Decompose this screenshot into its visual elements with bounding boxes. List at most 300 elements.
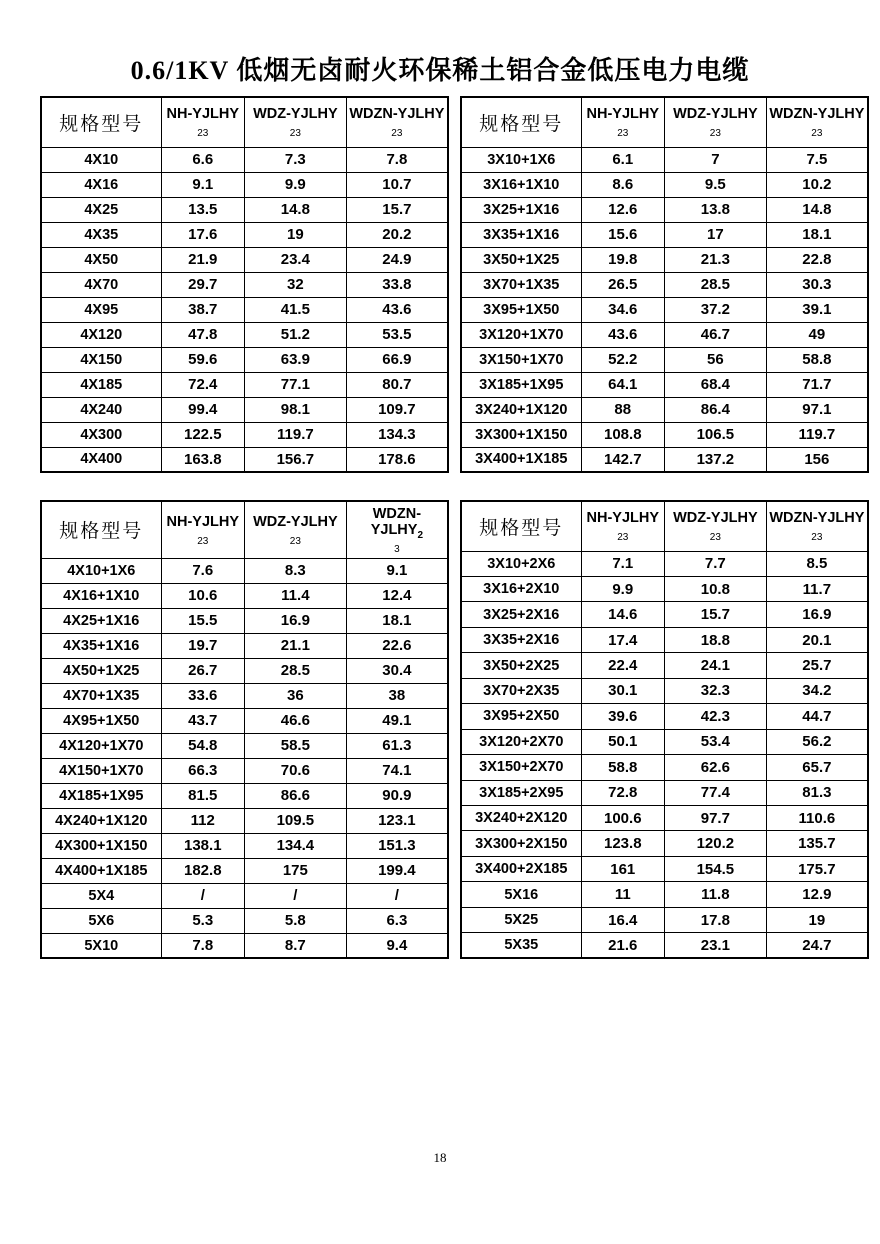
- value-cell: /: [161, 883, 244, 908]
- spec-cell: 3X185+1X95: [461, 372, 581, 397]
- value-cell: 81.3: [766, 780, 868, 805]
- value-cell: 9.1: [161, 172, 244, 197]
- spec-cell: 4X240+1X120: [41, 808, 161, 833]
- value-cell: 119.7: [244, 422, 346, 447]
- spec-cell: 4X95+1X50: [41, 708, 161, 733]
- column-header-wdzn: [766, 501, 868, 551]
- spec-cell: 4X150+1X70: [41, 758, 161, 783]
- value-cell: 15.7: [346, 197, 448, 222]
- bottom-tables-row: [40, 500, 869, 959]
- value-cell: 22.6: [346, 633, 448, 658]
- table-row: [41, 708, 448, 733]
- value-cell: 77.1: [244, 372, 346, 397]
- value-cell: 15.7: [664, 602, 766, 627]
- value-cell: 123.8: [581, 831, 664, 856]
- header-row: [461, 501, 868, 551]
- value-cell: 17.6: [161, 222, 244, 247]
- value-cell: 11.7: [766, 576, 868, 601]
- model-subscript: 3: [394, 543, 400, 555]
- value-cell: 19: [766, 907, 868, 932]
- value-cell: 10.2: [766, 172, 868, 197]
- value-cell: 11: [581, 882, 664, 907]
- value-cell: 6.3: [346, 908, 448, 933]
- value-cell: 22.8: [766, 247, 868, 272]
- table-row: [461, 907, 868, 932]
- value-cell: 98.1: [244, 397, 346, 422]
- value-cell: 53.5: [346, 322, 448, 347]
- value-cell: 26.5: [581, 272, 664, 297]
- value-cell: 34.6: [581, 297, 664, 322]
- spec-cell: 3X300+1X150: [461, 422, 581, 447]
- value-cell: 17.8: [664, 907, 766, 932]
- value-cell: 16.9: [766, 602, 868, 627]
- value-cell: 134.4: [244, 833, 346, 858]
- spec-cell: 5X10: [41, 933, 161, 958]
- table-row: [461, 602, 868, 627]
- value-cell: 6.1: [581, 147, 664, 172]
- value-cell: 10.8: [664, 576, 766, 601]
- value-cell: 12.6: [581, 197, 664, 222]
- model-subscript: 23: [811, 128, 823, 140]
- value-cell: 7.8: [346, 147, 448, 172]
- value-cell: 46.6: [244, 708, 346, 733]
- value-cell: 24.7: [766, 933, 868, 959]
- value-cell: 120.2: [664, 831, 766, 856]
- table-row: [461, 322, 868, 347]
- table-row: [41, 608, 448, 633]
- spec-cell: 3X400+1X185: [461, 447, 581, 472]
- value-cell: 137.2: [664, 447, 766, 472]
- top-tables-row: [40, 96, 869, 473]
- spec-cell: 4X70: [41, 272, 161, 297]
- value-cell: 15.6: [581, 222, 664, 247]
- model-subscript: 23: [811, 532, 823, 544]
- spec-cell: 4X120+1X70: [41, 733, 161, 758]
- spec-cell: 3X50+2X25: [461, 653, 581, 678]
- value-cell: 62.6: [664, 755, 766, 780]
- table-row: [461, 272, 868, 297]
- value-cell: 86.4: [664, 397, 766, 422]
- value-cell: 109.5: [244, 808, 346, 833]
- table-row: [41, 297, 448, 322]
- value-cell: 49.1: [346, 708, 448, 733]
- value-cell: 30.1: [581, 678, 664, 703]
- table-row: [461, 755, 868, 780]
- model-name: NH-YJLHY: [586, 510, 660, 527]
- spec-cell: 4X300: [41, 422, 161, 447]
- spec-cell: 3X16+1X10: [461, 172, 581, 197]
- value-cell: 30.4: [346, 658, 448, 683]
- spec-cell: 4X35+1X16: [41, 633, 161, 658]
- value-cell: 20.2: [346, 222, 448, 247]
- value-cell: 53.4: [664, 729, 766, 754]
- value-cell: 110.6: [766, 806, 868, 831]
- value-cell: 17.4: [581, 627, 664, 652]
- spec-cell: 4X50: [41, 247, 161, 272]
- value-cell: 74.1: [346, 758, 448, 783]
- value-cell: 16.4: [581, 907, 664, 932]
- value-cell: 97.1: [766, 397, 868, 422]
- table-row: [41, 347, 448, 372]
- table-row: [461, 147, 868, 172]
- spec-cell: 4X400: [41, 447, 161, 472]
- table-row: [41, 858, 448, 883]
- value-cell: 42.3: [664, 704, 766, 729]
- table-row: [41, 933, 448, 958]
- model-name: WDZ-YJLHY: [253, 513, 338, 530]
- value-cell: 10.6: [161, 583, 244, 608]
- value-cell: 18.1: [346, 608, 448, 633]
- value-cell: 28.5: [664, 272, 766, 297]
- value-cell: 41.5: [244, 297, 346, 322]
- value-cell: 71.7: [766, 372, 868, 397]
- value-cell: 86.6: [244, 783, 346, 808]
- spec-cell: 4X50+1X25: [41, 658, 161, 683]
- value-cell: 22.4: [581, 653, 664, 678]
- table-row: [41, 558, 448, 583]
- value-cell: 37.2: [664, 297, 766, 322]
- value-cell: 99.4: [161, 397, 244, 422]
- value-cell: 182.8: [161, 858, 244, 883]
- spec-cell: 4X10: [41, 147, 161, 172]
- value-cell: 134.3: [346, 422, 448, 447]
- value-cell: 9.1: [346, 558, 448, 583]
- spec-cell: 3X400+2X185: [461, 856, 581, 881]
- value-cell: 175.7: [766, 856, 868, 881]
- model-subscript: 23: [197, 535, 209, 547]
- value-cell: 14.8: [766, 197, 868, 222]
- spec-cell: 4X70+1X35: [41, 683, 161, 708]
- table-3plus2core: [460, 500, 869, 959]
- value-cell: 7.7: [664, 551, 766, 576]
- spec-cell: 4X10+1X6: [41, 558, 161, 583]
- model-subscript: 23: [709, 128, 721, 140]
- model-name: NH-YJLHY: [586, 106, 660, 123]
- value-cell: 7.5: [766, 147, 868, 172]
- spec-cell: 4X240: [41, 397, 161, 422]
- value-cell: 24.9: [346, 247, 448, 272]
- model-subscript: 23: [709, 532, 721, 544]
- table-row: [41, 833, 448, 858]
- value-cell: 11.4: [244, 583, 346, 608]
- spec-cell: 3X10+1X6: [461, 147, 581, 172]
- table-row: [461, 197, 868, 222]
- model-name: NH-YJLHY: [166, 106, 240, 123]
- spec-cell: 3X120+1X70: [461, 322, 581, 347]
- value-cell: 108.8: [581, 422, 664, 447]
- value-cell: 38.7: [161, 297, 244, 322]
- column-header-wdzn: [346, 97, 448, 147]
- table-row: [461, 397, 868, 422]
- table-row: [41, 147, 448, 172]
- value-cell: 13.8: [664, 197, 766, 222]
- value-cell: 199.4: [346, 858, 448, 883]
- value-cell: 16.9: [244, 608, 346, 633]
- model-name: WDZN-YJLHY: [769, 510, 865, 527]
- spec-cell: 3X50+1X25: [461, 247, 581, 272]
- value-cell: 46.7: [664, 322, 766, 347]
- value-cell: 7.3: [244, 147, 346, 172]
- spec-cell: 3X95+2X50: [461, 704, 581, 729]
- spec-cell: 4X120: [41, 322, 161, 347]
- value-cell: 56: [664, 347, 766, 372]
- value-cell: 51.2: [244, 322, 346, 347]
- value-cell: 59.6: [161, 347, 244, 372]
- spec-cell: 3X35+1X16: [461, 222, 581, 247]
- value-cell: 43.6: [581, 322, 664, 347]
- value-cell: 65.7: [766, 755, 868, 780]
- spec-cell: 3X70+2X35: [461, 678, 581, 703]
- spec-cell: 3X70+1X35: [461, 272, 581, 297]
- table-row: [461, 831, 868, 856]
- value-cell: 21.9: [161, 247, 244, 272]
- value-cell: 49: [766, 322, 868, 347]
- page-title: 0.6/1KV 低烟无卤耐火环保稀土铝合金低压电力电缆: [130, 56, 750, 85]
- value-cell: 26.7: [161, 658, 244, 683]
- value-cell: 17: [664, 222, 766, 247]
- column-header-nh: [581, 97, 664, 147]
- table-row: [461, 856, 868, 881]
- value-cell: 18.1: [766, 222, 868, 247]
- table-row: [461, 729, 868, 754]
- value-cell: 9.9: [244, 172, 346, 197]
- table-row: [41, 397, 448, 422]
- table-row: [41, 908, 448, 933]
- column-header-nh: [161, 501, 244, 558]
- value-cell: 61.3: [346, 733, 448, 758]
- table-row: [41, 583, 448, 608]
- column-header-wdz: [664, 501, 766, 551]
- table-row: [461, 347, 868, 372]
- column-header-wdzn: [766, 97, 868, 147]
- value-cell: 135.7: [766, 831, 868, 856]
- spec-cell: 3X25+2X16: [461, 602, 581, 627]
- model-subscript: 23: [391, 128, 403, 140]
- spec-cell: 4X35: [41, 222, 161, 247]
- value-cell: 80.7: [346, 372, 448, 397]
- spec-cell: 3X240+1X120: [461, 397, 581, 422]
- value-cell: 7: [664, 147, 766, 172]
- value-cell: 58.5: [244, 733, 346, 758]
- model-name: WDZ-YJLHY: [253, 106, 338, 123]
- value-cell: 161: [581, 856, 664, 881]
- value-cell: 13.5: [161, 197, 244, 222]
- model-subscript: 23: [289, 128, 301, 140]
- spec-cell: 4X300+1X150: [41, 833, 161, 858]
- spec-cell: 4X185+1X95: [41, 783, 161, 808]
- column-header-wdz: [244, 97, 346, 147]
- spec-cell: 5X35: [461, 933, 581, 959]
- value-cell: 5.3: [161, 908, 244, 933]
- value-cell: 72.8: [581, 780, 664, 805]
- value-cell: 178.6: [346, 447, 448, 472]
- value-cell: 7.6: [161, 558, 244, 583]
- table-row: [461, 933, 868, 959]
- table-row: [461, 678, 868, 703]
- value-cell: 25.7: [766, 653, 868, 678]
- table-4plus1core: [40, 500, 449, 959]
- table-row: [41, 222, 448, 247]
- value-cell: 44.7: [766, 704, 868, 729]
- model-name: WDZN-YJLHY: [349, 106, 445, 123]
- table-row: [41, 372, 448, 397]
- value-cell: 77.4: [664, 780, 766, 805]
- spec-column-header: 规格型号: [41, 501, 161, 558]
- value-cell: 54.8: [161, 733, 244, 758]
- value-cell: 119.7: [766, 422, 868, 447]
- table-row: [461, 653, 868, 678]
- table-row: [41, 322, 448, 347]
- value-cell: 38: [346, 683, 448, 708]
- spec-cell: 5X16: [461, 882, 581, 907]
- table-row: [461, 247, 868, 272]
- value-cell: 156: [766, 447, 868, 472]
- value-cell: 70.6: [244, 758, 346, 783]
- spec-cell: 4X95: [41, 297, 161, 322]
- model-name: WDZ-YJLHY: [673, 510, 758, 527]
- value-cell: 36: [244, 683, 346, 708]
- header-row: [41, 97, 448, 147]
- value-cell: 23.4: [244, 247, 346, 272]
- spec-cell: 3X150+1X70: [461, 347, 581, 372]
- value-cell: 7.1: [581, 551, 664, 576]
- table-row: [41, 733, 448, 758]
- table-row: [41, 808, 448, 833]
- value-cell: 122.5: [161, 422, 244, 447]
- spec-cell: 4X16: [41, 172, 161, 197]
- model-subscript: 23: [197, 128, 209, 140]
- model-subscript: 23: [617, 128, 629, 140]
- value-cell: 39.1: [766, 297, 868, 322]
- value-cell: 109.7: [346, 397, 448, 422]
- value-cell: 156.7: [244, 447, 346, 472]
- table-row: [461, 372, 868, 397]
- value-cell: /: [244, 883, 346, 908]
- column-header-wdzn: [346, 501, 448, 558]
- value-cell: 12.4: [346, 583, 448, 608]
- value-cell: 32.3: [664, 678, 766, 703]
- value-cell: 64.1: [581, 372, 664, 397]
- spec-cell: 3X300+2X150: [461, 831, 581, 856]
- value-cell: 43.6: [346, 297, 448, 322]
- table-row: [461, 780, 868, 805]
- value-cell: 47.8: [161, 322, 244, 347]
- table-row: [461, 806, 868, 831]
- column-header-nh: [161, 97, 244, 147]
- spec-cell: 5X6: [41, 908, 161, 933]
- spec-cell: 3X150+2X70: [461, 755, 581, 780]
- value-cell: 9.4: [346, 933, 448, 958]
- model-name: NH-YJLHY: [166, 513, 240, 530]
- value-cell: 56.2: [766, 729, 868, 754]
- value-cell: 39.6: [581, 704, 664, 729]
- value-cell: 9.5: [664, 172, 766, 197]
- table-row: [461, 422, 868, 447]
- value-cell: 142.7: [581, 447, 664, 472]
- spec-cell: 4X400+1X185: [41, 858, 161, 883]
- value-cell: 88: [581, 397, 664, 422]
- table-row: [461, 882, 868, 907]
- value-cell: 138.1: [161, 833, 244, 858]
- table-row: [41, 272, 448, 297]
- value-cell: 112: [161, 808, 244, 833]
- spec-column-header: 规格型号: [41, 97, 161, 147]
- spec-cell: 5X25: [461, 907, 581, 932]
- model-name: WDZN-YJLHY: [769, 106, 865, 123]
- spec-cell: 4X25: [41, 197, 161, 222]
- table-row: [41, 783, 448, 808]
- table-row: [41, 758, 448, 783]
- table-row: [461, 297, 868, 322]
- table-row: [41, 683, 448, 708]
- table-row: [41, 172, 448, 197]
- table-row: [461, 222, 868, 247]
- value-cell: 28.5: [244, 658, 346, 683]
- column-header-wdz: [664, 97, 766, 147]
- value-cell: 23.1: [664, 933, 766, 959]
- table-row: [461, 551, 868, 576]
- value-cell: 33.8: [346, 272, 448, 297]
- value-cell: 19: [244, 222, 346, 247]
- spec-cell: 3X10+2X6: [461, 551, 581, 576]
- spec-cell: 3X25+1X16: [461, 197, 581, 222]
- header-row: [41, 501, 448, 558]
- spec-cell: 4X185: [41, 372, 161, 397]
- table-row: [461, 576, 868, 601]
- value-cell: 50.1: [581, 729, 664, 754]
- value-cell: 18.8: [664, 627, 766, 652]
- value-cell: 34.2: [766, 678, 868, 703]
- value-cell: 81.5: [161, 783, 244, 808]
- column-header-nh: [581, 501, 664, 551]
- value-cell: 6.6: [161, 147, 244, 172]
- header-row: [461, 97, 868, 147]
- table-4core: [40, 96, 449, 473]
- value-cell: 30.3: [766, 272, 868, 297]
- value-cell: 21.6: [581, 933, 664, 959]
- value-cell: 43.7: [161, 708, 244, 733]
- value-cell: 8.7: [244, 933, 346, 958]
- value-cell: 66.3: [161, 758, 244, 783]
- value-cell: 21.3: [664, 247, 766, 272]
- spec-cell: 3X95+1X50: [461, 297, 581, 322]
- value-cell: 163.8: [161, 447, 244, 472]
- value-cell: 19.7: [161, 633, 244, 658]
- table-row: [41, 658, 448, 683]
- value-cell: 123.1: [346, 808, 448, 833]
- value-cell: 175: [244, 858, 346, 883]
- value-cell: 66.9: [346, 347, 448, 372]
- value-cell: 29.7: [161, 272, 244, 297]
- value-cell: 33.6: [161, 683, 244, 708]
- value-cell: 14.8: [244, 197, 346, 222]
- value-cell: 15.5: [161, 608, 244, 633]
- value-cell: 32: [244, 272, 346, 297]
- model-name: WDZN-$YJLHY_2$: [370, 506, 424, 541]
- table-row: [41, 447, 448, 472]
- value-cell: 100.6: [581, 806, 664, 831]
- spec-cell: 5X4: [41, 883, 161, 908]
- spec-cell: 4X150: [41, 347, 161, 372]
- value-cell: 58.8: [581, 755, 664, 780]
- table-row: [461, 172, 868, 197]
- spec-cell: 3X35+2X16: [461, 627, 581, 652]
- value-cell: 21.1: [244, 633, 346, 658]
- model-name: WDZ-YJLHY: [673, 106, 758, 123]
- value-cell: 12.9: [766, 882, 868, 907]
- spec-cell: 3X120+2X70: [461, 729, 581, 754]
- value-cell: 52.2: [581, 347, 664, 372]
